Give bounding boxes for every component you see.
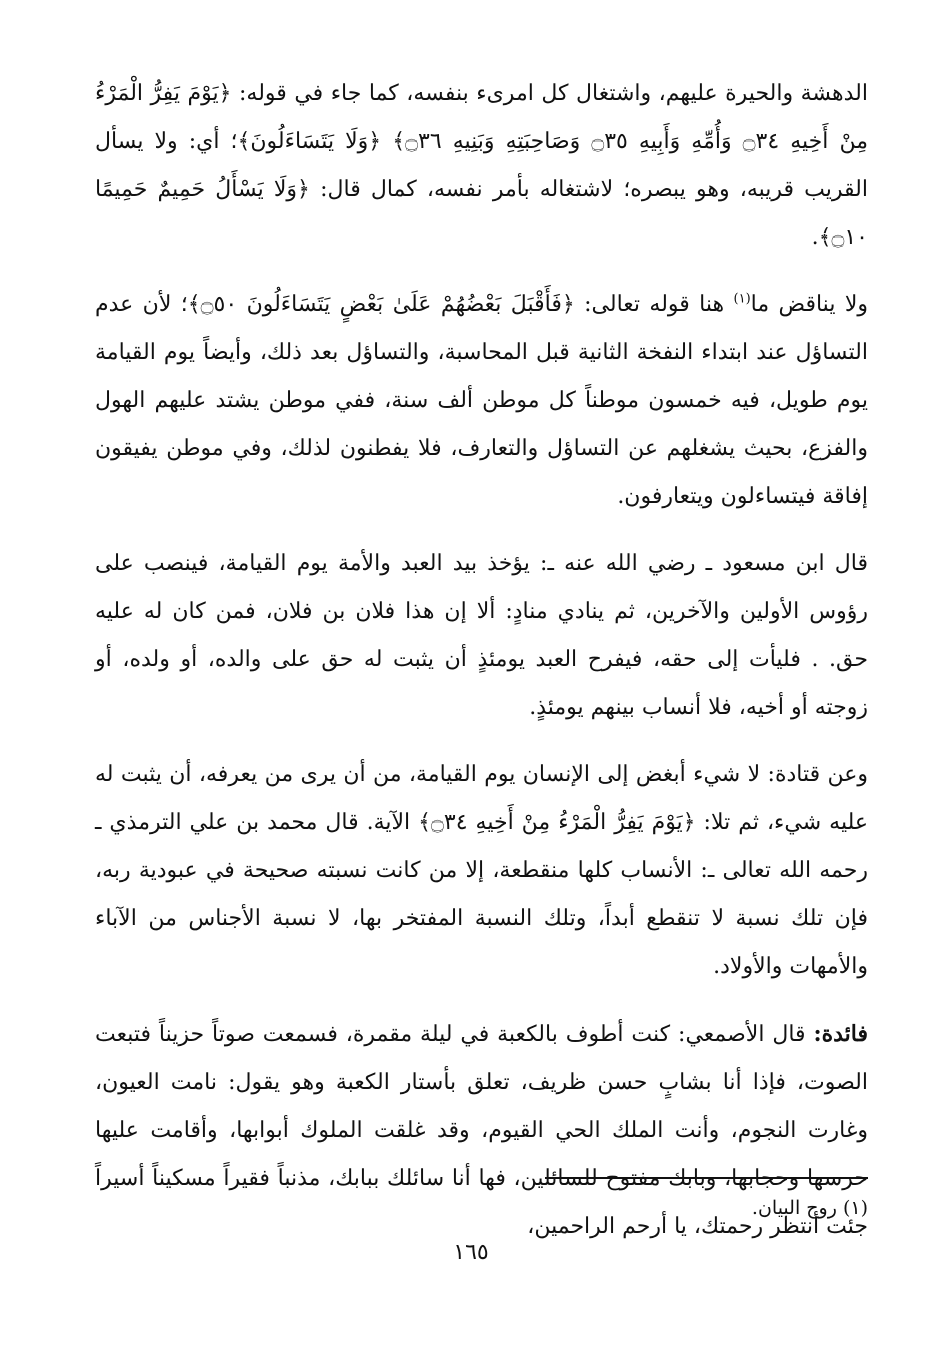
paragraph-1-text: الدهشة والحيرة عليهم، واشتغال كل امرىء بنفسه، كما جاء في قوله: ﴿يَوْمَ يَفِرُّ الْمَرْءُ مِنْ أَخِيهِ ۝٣٤ وَأُمِّهِ وَأَبِيهِ ۝٣٥ وَصَاحِبَتِهِ وَبَنِيهِ ۝٣٦﴾ ﴿وَلَا يَتَسَاءَلُونَ﴾؛ أي: ولا يسأل القريب قريبه، وهو يبصره؛ لاشتغاله بأمر نفسه، كمال قال: ﴿وَلَا يَسْأَلُ حَمِيمٌ حَمِيمًا ۝١٠﴾. [95,81,868,250]
paragraph-3 [95,540,868,732]
paragraph-4-text: وعن قتادة: لا شيء أبغض إلى الإنسان يوم القيامة، من أن يرى من يعرفه، أن يثبت له عليه شيء، ثم تلا: ﴿يَوْمَ يَفِرُّ الْمَرْءُ مِنْ أَخِيهِ ۝٣٤﴾ الآية. قال محمد بن علي الترمذي ـ رحمه الله تعالى ـ: الأنساب كلها منقطعة، إلا من كانت نسبته صحيحة في عبودية ربه، فإن تلك نسبة لا تنقطع أبداً، وتلك النسبة المفتخر بها، لا نسبة الأجناس من الآباء والأمهات والأولاد. [95,762,869,979]
paragraph-2 [95,281,868,521]
page-body [95,70,868,1251]
paragraph-5-lead: فائدة: [813,1021,868,1047]
footnote-text: روح البيان. [751,1197,837,1219]
footnote-number: (١) [842,1197,868,1219]
paragraph-2-text-start: ولا يناقض ما [750,292,869,317]
paragraph-4 [95,751,868,991]
footnote [468,1194,868,1222]
paragraph-5-text: قال الأصمعي: كنت أطوف بالكعبة في ليلة مقمرة، فسمعت صوتاً حزيناً فتبعت الصوت، فإذا أنا بشابٍ حسن ظريف، تعلق بأستار الكعبة وهو يقول: نامت العيون، وغارت النجوم، وأنت الملك الحي القيوم، وقد غلقت الملوك أبوابها، وأقامت عليها حرسها وحجابها، وبابك مفتوح للسائلين، فها أنا سائلك ببابك، مذنباً فقيراً مسكيناً أسيراً جئت أنتظر رحمتك، يا أرحم الراحمين، [95,1022,868,1239]
footnote-reference[interactable]: (١) [733,291,751,307]
paragraph-3-text: قال ابن مسعود ـ رضي الله عنه ـ: يؤخذ بيد العبد والأمة يوم القيامة، فينصب على رؤوس الأولين والآخرين، ثم ينادي منادٍ: ألا إن هذا فلان بن فلان، فمن كان له عليه حق. . فليأت إلى حقه، فيفرح العبد يومئذٍ أن يثبت له حق على والده، أو ولده، أو زوجته أو أخيه، فلا أنساب بينهم يومئذٍ. [95,551,868,720]
page-number: ١٦٥ [453,1240,489,1265]
paragraph-2-text-rest: هنا قوله تعالى: ﴿فَأَقْبَلَ بَعْضُهُمْ عَلَىٰ بَعْضٍ يَتَسَاءَلُونَ ۝٥٠﴾؛ لأن عدم التساؤل عند ابتداء النفخة الثانية قبل المحاسبة، والتساؤل بعد ذلك، وأيضاً يوم القيامة يوم طويل، فيه خمسون موطناً كل موطن ألف سنة، ففي موطن يشتد عليهم الهول والفزع، بحيث يشغلهم عن التساؤل والتعارف، فلا يفطنون لذلك، وفي موطن يفيقون إفاقة فيتساءلون ويتعارفون. [95,292,868,509]
paragraph-1 [95,70,868,262]
footnote-divider [545,1177,868,1179]
